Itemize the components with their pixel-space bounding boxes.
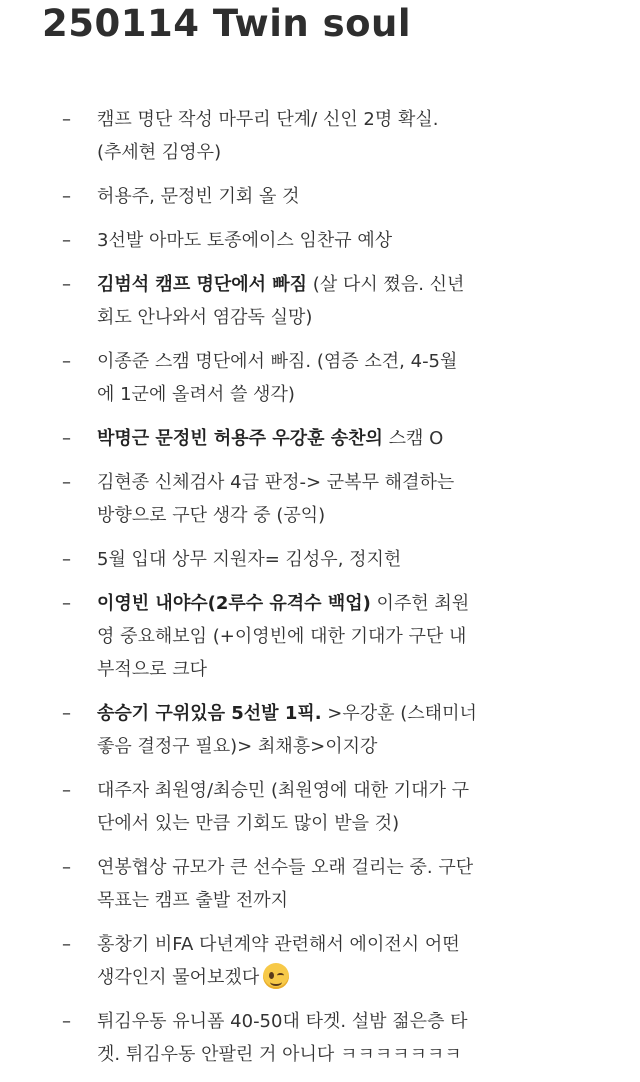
bullet-dash: – bbox=[62, 109, 71, 130]
page-title: 250114 Twin soul bbox=[42, 2, 412, 45]
bold-text: 이영빈 내야수(2루수 유격수 백업) bbox=[97, 593, 371, 614]
note-line bbox=[97, 587, 627, 620]
bullet-dash: – bbox=[62, 549, 71, 570]
note-line bbox=[97, 1038, 627, 1071]
text-segment: 방향으로 구단 생각 중 (공익) bbox=[97, 505, 326, 526]
text-segment: 튀김우동 유니폼 40-50대 타겟. 설밤 젊은층 타 bbox=[97, 1011, 468, 1032]
text-segment: 회도 안나와서 염감독 실망) bbox=[97, 307, 313, 328]
note-line bbox=[97, 807, 627, 840]
text-segment: >우강훈 (스태미너 bbox=[321, 703, 477, 724]
note-line bbox=[97, 620, 627, 653]
list-item bbox=[0, 103, 640, 169]
bullet-dash: – bbox=[62, 428, 71, 449]
note-text bbox=[97, 466, 627, 532]
list-item bbox=[0, 345, 640, 411]
note-text bbox=[97, 422, 627, 455]
bullet-dash: – bbox=[62, 1011, 71, 1032]
list-item bbox=[0, 697, 640, 763]
note-text bbox=[97, 851, 627, 917]
bold-text: 김범석 캠프 명단에서 빠짐 bbox=[97, 274, 308, 295]
note-text bbox=[97, 543, 627, 576]
bullet-dash: – bbox=[62, 186, 71, 207]
bullet-dash: – bbox=[62, 857, 71, 878]
text-segment: 3선발 아마도 토종에이스 임찬규 예상 bbox=[97, 230, 393, 251]
note-line bbox=[97, 224, 627, 257]
text-segment: 에 1군에 올려서 쓸 생각) bbox=[97, 384, 295, 405]
note-text bbox=[97, 928, 627, 994]
bullet-dash: – bbox=[62, 703, 71, 724]
note-line bbox=[97, 136, 627, 169]
bold-text: 송승기 구위있음 5선발 1픽. bbox=[97, 703, 322, 724]
note-text bbox=[97, 697, 627, 763]
text-segment: 이주헌 최원 bbox=[370, 593, 470, 614]
note-line bbox=[97, 774, 627, 807]
text-segment: 단에서 있는 만큼 기회도 많이 받을 것) bbox=[97, 813, 400, 834]
text-segment: 5월 입대 상무 지원자= 김성우, 정지헌 bbox=[97, 549, 402, 570]
text-segment: 영 중요해보임 (+이영빈에 대한 기대가 구단 내 bbox=[97, 626, 467, 647]
list-item bbox=[0, 224, 640, 257]
note-text bbox=[97, 103, 627, 169]
note-line bbox=[97, 180, 627, 213]
note-line bbox=[97, 928, 627, 961]
note-text bbox=[97, 345, 627, 411]
note-line bbox=[97, 653, 627, 686]
text-segment: 허용주, 문정빈 기회 올 것 bbox=[97, 186, 300, 207]
bullet-dash: – bbox=[62, 593, 71, 614]
list-item bbox=[0, 1005, 640, 1071]
note-text bbox=[97, 774, 627, 840]
note-line bbox=[97, 730, 627, 763]
note-line bbox=[97, 697, 627, 730]
bullet-dash: – bbox=[62, 274, 71, 295]
note-line bbox=[97, 301, 627, 334]
bullet-dash: – bbox=[62, 780, 71, 801]
text-segment: 대주자 최원영/최승민 (최원영에 대한 기대가 구 bbox=[97, 780, 470, 801]
note-line bbox=[97, 345, 627, 378]
note-line bbox=[97, 268, 627, 301]
note-text bbox=[97, 180, 627, 213]
list-item bbox=[0, 466, 640, 532]
list-item bbox=[0, 774, 640, 840]
winking-face-icon bbox=[263, 963, 289, 989]
note-line bbox=[97, 851, 627, 884]
text-segment: 캠프 명단 작성 마무리 단계/ 신인 2명 확실. bbox=[97, 109, 439, 130]
text-segment: 김현종 신체검사 4급 판정-> 군복무 해결하는 bbox=[97, 472, 455, 493]
note-text bbox=[97, 1005, 627, 1071]
text-segment: 겟. 튀김우동 안팔린 거 아니다 ㅋㅋㅋㅋㅋㅋㅋ bbox=[97, 1044, 462, 1065]
list-item bbox=[0, 543, 640, 576]
list-item bbox=[0, 180, 640, 213]
note-line bbox=[97, 961, 627, 994]
list-item bbox=[0, 851, 640, 917]
note-line bbox=[97, 466, 627, 499]
text-segment: (추세현 김영우) bbox=[97, 142, 222, 163]
note-text bbox=[97, 587, 627, 686]
text-segment: 부적으로 크다 bbox=[97, 659, 208, 680]
bullet-dash: – bbox=[62, 351, 71, 372]
bold-text: 박명근 문정빈 허용주 우강훈 송찬의 bbox=[97, 428, 383, 449]
text-segment: 스캠 O bbox=[382, 428, 444, 449]
text-segment: (살 다시 쪘음. 신년 bbox=[307, 274, 465, 295]
list-item bbox=[0, 587, 640, 686]
text-segment: 이종준 스캠 명단에서 빠짐. (염증 소견, 4-5월 bbox=[97, 351, 458, 372]
note-line bbox=[97, 103, 627, 136]
note-line bbox=[97, 499, 627, 532]
text-segment: 좋음 결정구 필요)> 최채흥>이지강 bbox=[97, 736, 378, 757]
text-segment: 목표는 캠프 출발 전까지 bbox=[97, 890, 289, 911]
bullet-dash: – bbox=[62, 230, 71, 251]
note-text bbox=[97, 268, 627, 334]
note-line bbox=[97, 884, 627, 917]
list-item bbox=[0, 268, 640, 334]
bullet-dash: – bbox=[62, 934, 71, 955]
bullet-dash: – bbox=[62, 472, 71, 493]
text-segment: 생각인지 물어보겠다 bbox=[97, 967, 260, 988]
note-line bbox=[97, 422, 627, 455]
text-segment: 연봉협상 규모가 큰 선수들 오래 걸리는 중. 구단 bbox=[97, 857, 474, 878]
notes-list bbox=[0, 103, 640, 1082]
text-segment: 홍창기 비FA 다년계약 관련해서 에이전시 어떤 bbox=[97, 934, 460, 955]
note-line bbox=[97, 378, 627, 411]
note-line bbox=[97, 543, 627, 576]
note-text bbox=[97, 224, 627, 257]
list-item bbox=[0, 422, 640, 455]
note-line bbox=[97, 1005, 627, 1038]
list-item bbox=[0, 928, 640, 994]
